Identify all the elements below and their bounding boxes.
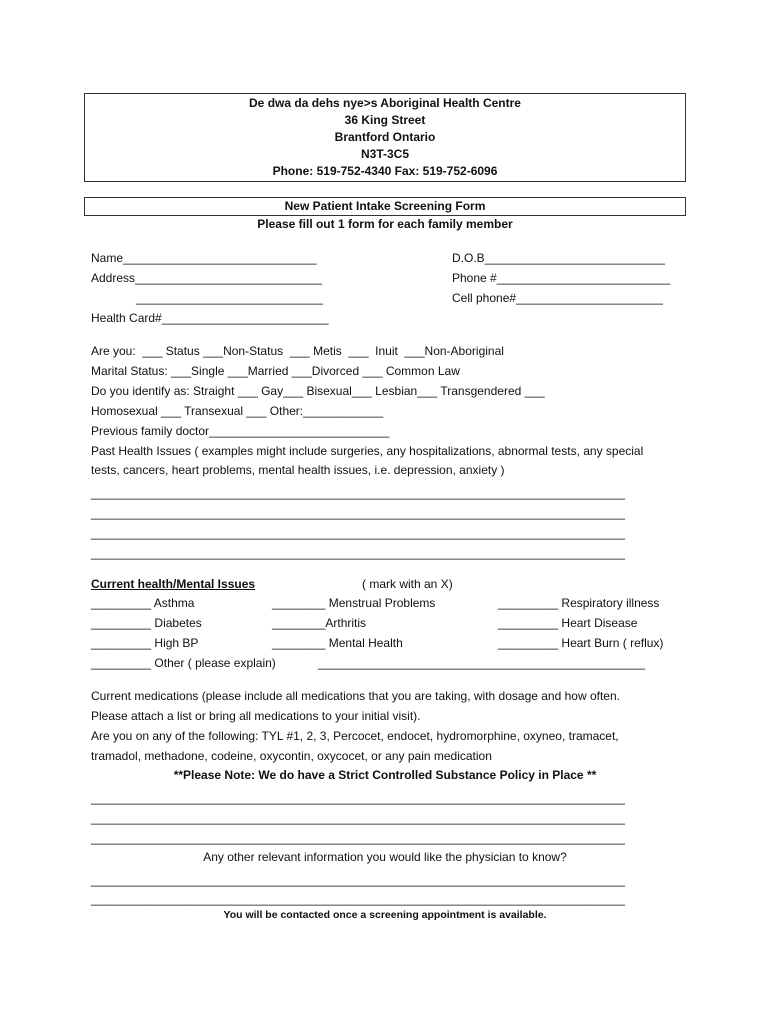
health-card-field[interactable]: Health Card#_________________________ bbox=[91, 311, 329, 325]
address-field-line2[interactable]: ____________________________ bbox=[136, 291, 323, 305]
past-health-prompt-cont: tests, cancers, heart problems, mental health issues, i.e. depression, anxiety ) bbox=[91, 463, 505, 477]
current-health-heading: Current health/Mental Issues bbox=[91, 577, 256, 591]
mark-hint: ( mark with an X) bbox=[362, 577, 453, 591]
medications-line[interactable]: ________________________________________________________________________________ bbox=[91, 831, 625, 845]
clinic-city: Brantford Ontario bbox=[334, 130, 436, 144]
diabetes-check[interactable]: _________ Diabetes bbox=[91, 616, 202, 630]
form-title: New Patient Intake Screening Form bbox=[84, 197, 686, 216]
medications-prompt: Current medications (please include all medications that you are taking, with dosage and how often. bbox=[91, 689, 620, 703]
past-health-line[interactable]: ________________________________________________________________________________ bbox=[91, 486, 625, 500]
cell-phone-field[interactable]: Cell phone#______________________ bbox=[452, 291, 663, 305]
menstrual-problems-check[interactable]: ________ Menstrual Problems bbox=[272, 596, 436, 610]
clinic-contact: Phone: 519-752-4340 Fax: 519-752-6096 bbox=[272, 164, 498, 178]
past-health-prompt: Past Health Issues ( examples might include surgeries, any hospitalizations, abnormal tests, any special bbox=[91, 444, 644, 458]
past-health-line[interactable]: ________________________________________________________________________________ bbox=[91, 526, 625, 540]
substance-policy-note: **Please Note: We do have a Strict Controlled Substance Policy in Place ** bbox=[173, 768, 597, 782]
other-explain-line[interactable]: _________________________________________________ bbox=[318, 656, 646, 670]
mental-health-check[interactable]: ________ Mental Health bbox=[272, 636, 403, 650]
clinic-header bbox=[84, 93, 686, 182]
respiratory-illness-check[interactable]: _________ Respiratory illness bbox=[498, 596, 660, 610]
identity-question[interactable]: Do you identify as: Straight ___ Gay___ Bisexual___ Lesbian___ Transgendered ___ bbox=[91, 384, 545, 398]
other-check[interactable]: _________ Other ( please explain) bbox=[91, 656, 276, 670]
heart-disease-check[interactable]: _________ Heart Disease bbox=[498, 616, 638, 630]
identity-question-cont[interactable]: Homosexual ___ Transexual ___ Other:____________ bbox=[91, 404, 384, 418]
other-info-line[interactable]: ________________________________________________________________________________ bbox=[91, 892, 625, 906]
form-instructions: Please fill out 1 form for each family member bbox=[257, 217, 513, 231]
pain-medication-prompt: Are you on any of the following: TYL #1, 2, 3, Percocet, endocet, hydromorphine, oxyneo, tramacet, bbox=[91, 729, 619, 743]
name-field[interactable]: Name_____________________________ bbox=[91, 251, 317, 265]
other-info-line[interactable]: ________________________________________________________________________________ bbox=[91, 873, 625, 887]
clinic-postal: N3T-3C5 bbox=[360, 147, 410, 161]
previous-doctor-field[interactable]: Previous family doctor___________________________ bbox=[91, 424, 390, 438]
clinic-street: 36 King Street bbox=[344, 113, 426, 127]
past-health-line[interactable]: ________________________________________________________________________________ bbox=[91, 506, 625, 520]
clinic-name: De dwa da dehs nye>s Aboriginal Health Centre bbox=[249, 96, 521, 110]
footer-note: You will be contacted once a screening appointment is available. bbox=[223, 909, 547, 921]
heart-burn-check[interactable]: _________ Heart Burn ( reflux) bbox=[498, 636, 664, 650]
asthma-check[interactable]: _________ Asthma bbox=[91, 596, 195, 610]
status-question[interactable]: Are you: ___ Status ___Non-Status ___ Metis ___ Inuit ___Non-Aboriginal bbox=[91, 344, 504, 358]
address-field[interactable]: Address____________________________ bbox=[91, 271, 322, 285]
high-bp-check[interactable]: _________ High BP bbox=[91, 636, 199, 650]
medications-prompt-cont: Please attach a list or bring all medications to your initial visit). bbox=[91, 709, 421, 723]
past-health-line[interactable]: ________________________________________________________________________________ bbox=[91, 546, 625, 560]
medications-line[interactable]: ________________________________________________________________________________ bbox=[91, 791, 625, 805]
marital-status-question[interactable]: Marital Status: ___Single ___Married ___Divorced ___ Common Law bbox=[91, 364, 460, 378]
medications-line[interactable]: ________________________________________________________________________________ bbox=[91, 811, 625, 825]
phone-field[interactable]: Phone #__________________________ bbox=[452, 271, 671, 285]
dob-field[interactable]: D.O.B___________________________ bbox=[452, 251, 665, 265]
other-info-prompt: Any other relevant information you would like the physician to know? bbox=[203, 850, 567, 864]
pain-medication-prompt-cont: tramadol, methadone, codeine, oxycontin, oxycocet, or any pain medication bbox=[91, 749, 492, 763]
arthritis-check[interactable]: ________Arthritis bbox=[272, 616, 367, 630]
